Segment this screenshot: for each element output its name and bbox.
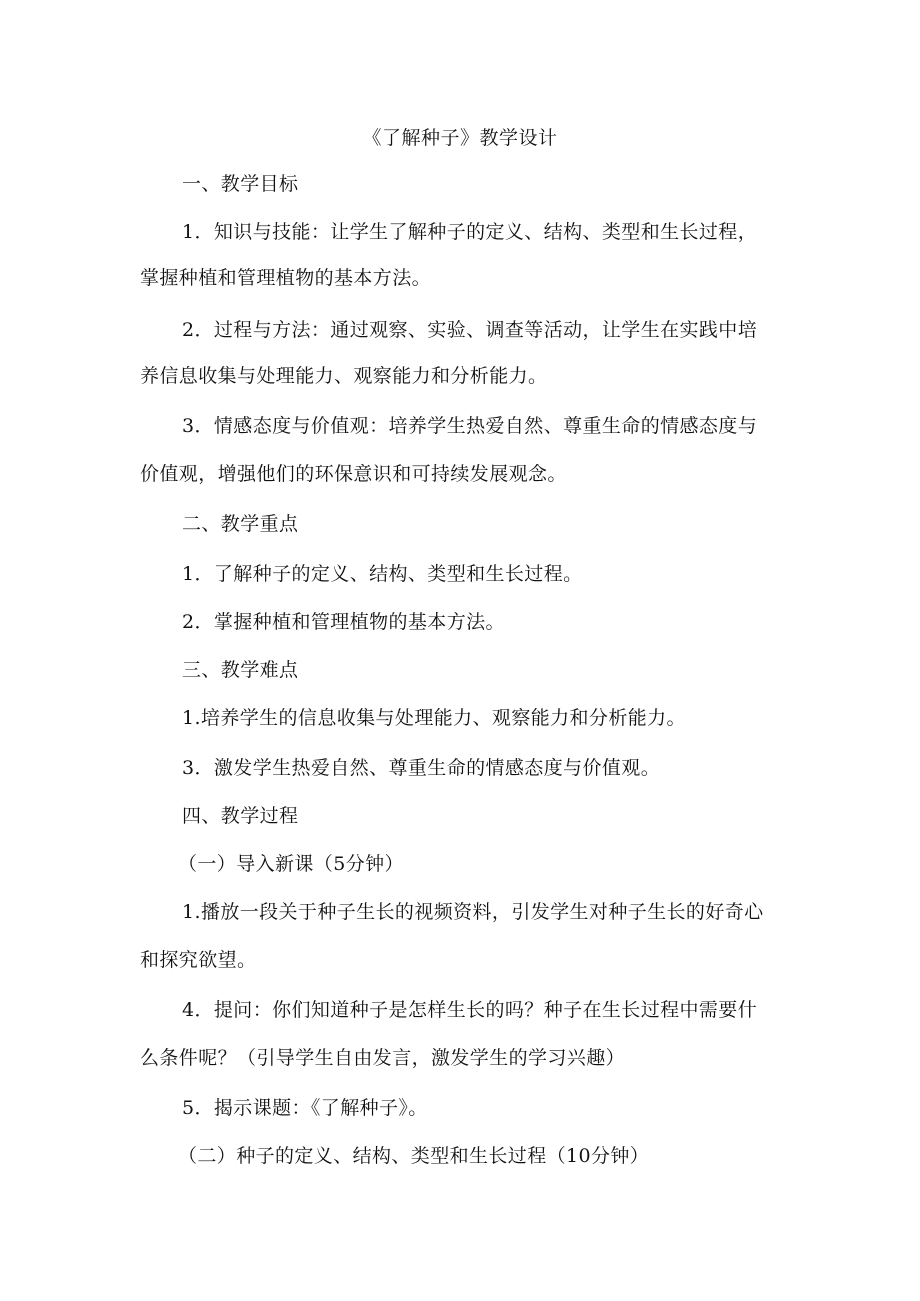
section-heading-process: 四、教学过程	[182, 805, 299, 827]
subsection-heading: （二）种子的定义、结构、类型和生长过程（10分钟）	[178, 1145, 650, 1167]
paragraph-line: 2．过程与方法：通过观察、实验、调查等活动，让学生在实践中培	[182, 319, 758, 341]
paragraph-line: 3．激发学生热爱自然、尊重生命的情感态度与价值观。	[182, 757, 661, 779]
document-title: 《了解种子》教学设计	[362, 127, 558, 149]
paragraph-line: 养信息收集与处理能力、观察能力和分析能力。	[140, 365, 548, 387]
paragraph-line: 5．揭示课题：《了解种子》。	[182, 1097, 428, 1119]
section-heading-key-points: 二、教学重点	[182, 513, 299, 535]
section-heading-difficulties: 三、教学难点	[182, 659, 299, 681]
subsection-heading: （一）导入新课（5分钟）	[178, 853, 404, 875]
paragraph-line: 价值观，增强他们的环保意识和可持续发展观念。	[140, 463, 567, 485]
section-heading-objectives: 一、教学目标	[182, 173, 299, 195]
paragraph-line: 3．情感态度与价值观：培养学生热爱自然、尊重生命的情感态度与	[182, 415, 758, 437]
paragraph-line: 1.播放一段关于种子生长的视频资料，引发学生对种子生长的好奇心	[182, 901, 764, 923]
paragraph-line: 1．知识与技能：让学生了解种子的定义、结构、类型和生长过程，	[182, 221, 758, 243]
paragraph-line: 1.培养学生的信息收集与处理能力、观察能力和分析能力。	[182, 707, 686, 729]
paragraph-line: 2．掌握种植和管理植物的基本方法。	[182, 611, 505, 633]
paragraph-line: 么条件呢？（引导学生自由发言，激发学生的学习兴趣）	[140, 1047, 626, 1069]
paragraph-line: 1．了解种子的定义、结构、类型和生长过程。	[182, 563, 583, 585]
paragraph-line: 和探究欲望。	[140, 949, 257, 971]
paragraph-line: 掌握种植和管理植物的基本方法。	[140, 267, 432, 289]
paragraph-line: 4．提问：你们知道种子是怎样生长的吗？种子在生长过程中需要什	[182, 999, 758, 1021]
